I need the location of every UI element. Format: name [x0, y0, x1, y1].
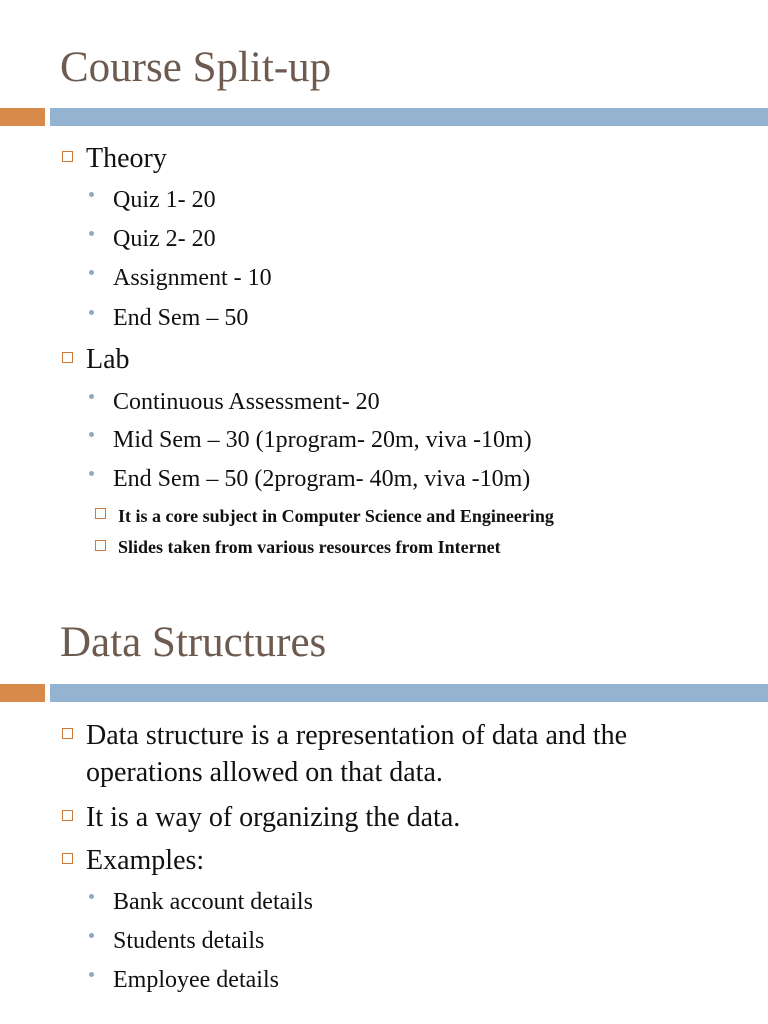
- square-bullet-icon: [62, 810, 73, 821]
- list-item: End Sem – 50: [113, 305, 249, 331]
- round-bullet-icon: [89, 894, 94, 899]
- title-accent-bar-blue: [50, 684, 768, 702]
- note-core-subject: It is a core subject in Computer Science and Engineering: [118, 506, 554, 526]
- list-item: Students details: [113, 928, 265, 954]
- square-bullet-icon: [62, 853, 73, 864]
- section-label-lab: Lab: [86, 344, 130, 375]
- slide-title: Course Split-up: [60, 44, 332, 91]
- list-item: Continuous Assessment- 20: [113, 389, 380, 415]
- list-item: Employee details: [113, 967, 279, 993]
- list-item: Assignment - 10: [113, 265, 272, 291]
- list-item: Quiz 1- 20: [113, 187, 216, 213]
- section-label-theory: Theory: [86, 143, 167, 174]
- list-item: Bank account details: [113, 889, 313, 915]
- point-text: It is a way of organizing the data.: [86, 802, 461, 833]
- point-text-continued: operations allowed on that data.: [86, 757, 443, 788]
- square-bullet-icon: [62, 728, 73, 739]
- round-bullet-icon: [89, 972, 94, 977]
- note-slides-source: Slides taken from various resources from Internet: [118, 537, 501, 557]
- list-item: Quiz 2- 20: [113, 226, 216, 252]
- title-accent-bar-orange: [0, 684, 45, 702]
- slide-title: Data Structures: [60, 619, 327, 666]
- point-text: Examples:: [86, 845, 205, 876]
- list-item: End Sem – 50 (2program- 40m, viva -10m): [113, 466, 531, 492]
- point-text: Data structure is a representation of data and the: [86, 720, 628, 751]
- list-item: Mid Sem – 30 (1program- 20m, viva -10m): [113, 427, 532, 453]
- round-bullet-icon: [89, 933, 94, 938]
